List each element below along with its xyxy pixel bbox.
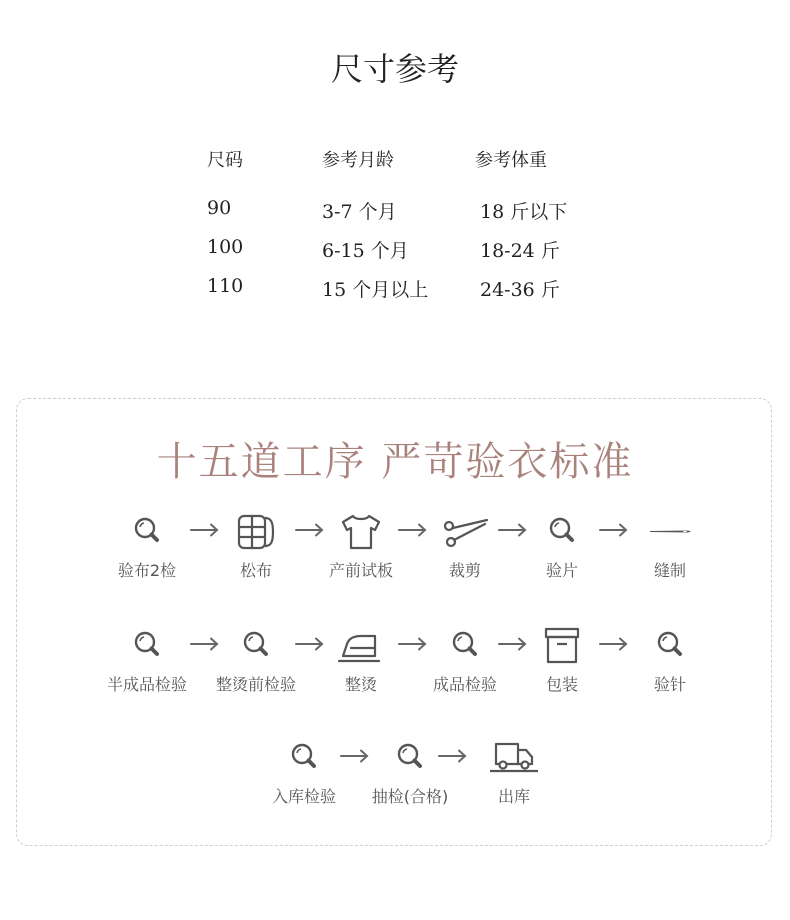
size-reference-title: 尺寸参考 bbox=[330, 50, 459, 88]
process-step bbox=[615, 512, 725, 581]
magnifier-icon bbox=[121, 626, 173, 666]
step-label: 出库 bbox=[497, 787, 530, 806]
magnifier-icon bbox=[439, 626, 491, 666]
cell-weight: 18 斤以下 bbox=[480, 201, 568, 223]
tshirt-icon bbox=[335, 512, 387, 552]
step-label: 整烫 bbox=[344, 675, 377, 694]
process-title: 十五道工序 严苛验衣标准 bbox=[156, 439, 634, 485]
cell-age: 15 个月以上 bbox=[322, 279, 429, 301]
step-label: 入库检验 bbox=[271, 787, 336, 806]
magnifier-icon bbox=[230, 626, 282, 666]
cell-weight: 24-36 斤 bbox=[480, 279, 560, 301]
step-label: 整烫前检验 bbox=[215, 675, 296, 694]
step-label: 缝制 bbox=[653, 561, 686, 580]
cell-age: 6-15 个月 bbox=[322, 240, 409, 262]
step-label: 松布 bbox=[239, 561, 272, 580]
step-label: 裁剪 bbox=[448, 561, 481, 580]
iron-icon bbox=[335, 626, 387, 666]
cell-size: 110 bbox=[207, 275, 244, 297]
process-step bbox=[92, 626, 202, 695]
magnifier-icon bbox=[278, 738, 330, 778]
fabric-roll-icon bbox=[230, 512, 282, 552]
process-step bbox=[92, 512, 202, 581]
cell-age: 3-7 个月 bbox=[322, 201, 397, 223]
box-icon bbox=[536, 626, 588, 666]
magnifier-icon bbox=[536, 512, 588, 552]
step-label: 验布2检 bbox=[117, 561, 177, 580]
step-label: 抽检(合格) bbox=[371, 787, 449, 806]
step-label: 半成品检验 bbox=[106, 675, 187, 694]
header-size: 尺码 bbox=[207, 150, 243, 171]
cell-weight: 18-24 斤 bbox=[480, 240, 560, 262]
needle-icon bbox=[644, 512, 696, 552]
magnifier-icon bbox=[384, 738, 436, 778]
cell-size: 90 bbox=[207, 197, 232, 219]
header-age: 参考月龄 bbox=[322, 150, 394, 171]
step-label: 验片 bbox=[545, 561, 578, 580]
process-step bbox=[459, 738, 569, 807]
process-step bbox=[615, 626, 725, 695]
step-label: 成品检验 bbox=[432, 675, 497, 694]
scissors-icon bbox=[439, 512, 491, 552]
header-weight: 参考体重 bbox=[475, 150, 547, 171]
cell-size: 100 bbox=[207, 236, 244, 258]
step-label: 验针 bbox=[653, 675, 686, 694]
truck-icon bbox=[488, 738, 540, 778]
magnifier-icon bbox=[121, 512, 173, 552]
step-label: 包装 bbox=[545, 675, 578, 694]
step-label: 产前试板 bbox=[328, 561, 393, 580]
magnifier-icon bbox=[644, 626, 696, 666]
